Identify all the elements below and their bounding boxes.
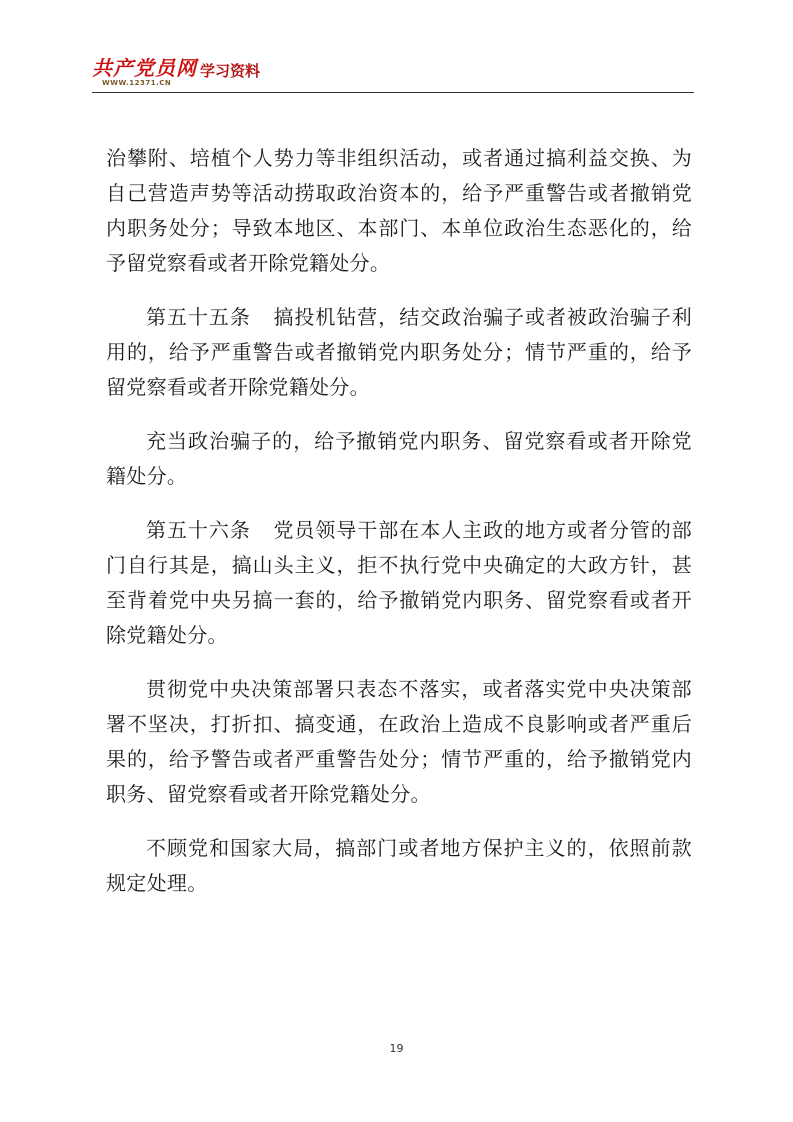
article-number: 第五十六条 xyxy=(146,518,251,542)
paragraph-text: 充当政治骗子的，给予撤销党内职务、留党察看或者开除党籍处分。 xyxy=(106,429,692,488)
page-header xyxy=(92,52,694,96)
paragraph-text: 党员领导干部在本人主政的地方或者分管的部门自行其是，搞山头主义，拒不执行党中央确定的大政方针，甚至背着党中央另搞一套的，给予撤销党内职务、留党察看或者开除党籍处分。 xyxy=(106,518,693,647)
article-56 xyxy=(106,513,692,653)
paragraph xyxy=(106,831,692,901)
paragraph-text: 治攀附、培植个人势力等非组织活动，或者通过搞利益交换、为自己营造声势等活动捞取政治资本的，给予严重警告或者撤销党内职务处分；导致本地区、本部门、本单位政治生态恶化的，给予留党察看或者开除党籍处分。 xyxy=(106,146,692,275)
paragraph xyxy=(106,424,692,494)
article-number: 第五十五条 xyxy=(146,305,251,329)
site-url: WWW.12371.CN xyxy=(102,79,172,87)
paragraph-continuation xyxy=(106,141,692,281)
paragraph-text: 不顾党和国家大局，搞部门或者地方保护主义的，依照前款规定处理。 xyxy=(106,836,692,895)
page-number: 19 xyxy=(389,1042,404,1055)
paragraph xyxy=(106,672,692,812)
header-title: 学习资料 xyxy=(200,62,261,80)
document-body xyxy=(106,141,692,920)
article-55 xyxy=(106,300,692,405)
paragraph-text: 贯彻党中央决策部署只表态不落实，或者落实党中央决策部署不坚决，打折扣、搞变通，在政治上造成不良影响或者严重后果的，给予警告或者严重警告处分；情节严重的，给予撤销党内职务、留党察看或者开除党籍处分。 xyxy=(106,677,692,806)
site-logo: 共产党员网 xyxy=(92,56,197,80)
header-divider xyxy=(92,92,694,93)
paragraph-text: 搞投机钻营，结交政治骗子或者被政治骗子利用的，给予严重警告或者撤销党内职务处分；情节严重的，给予留党察看或者开除党籍处分。 xyxy=(106,305,693,399)
